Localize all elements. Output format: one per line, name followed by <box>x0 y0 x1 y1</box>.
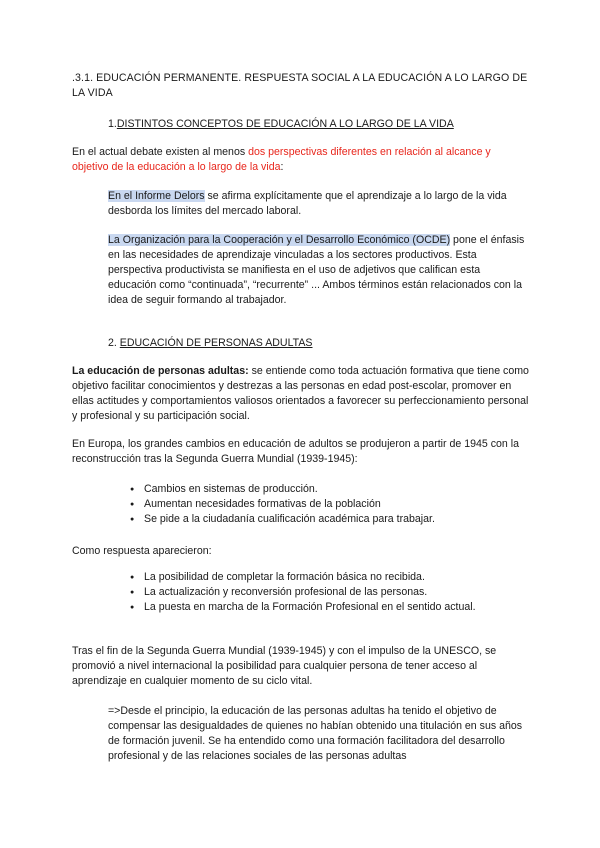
ocde-highlight: La Organización para la Cooperación y el Desarrollo Económico (OCDE) <box>108 234 451 246</box>
intro-tail: : <box>280 161 284 173</box>
intro-highlight-red: dos perspectivas diferentes en relación al alcance y objetivo de la educación a lo largo de la vida <box>72 146 491 173</box>
list-item: ● La posibilidad de completar la formación básica no recibida. <box>130 570 530 585</box>
list-item: ● Aumentan necesidades formativas de la población <box>130 497 530 512</box>
cambios-list <box>130 482 530 527</box>
list-item: ● La actualización y reconversión profesional de las personas. <box>130 585 530 600</box>
delors-highlight: En el Informe Delors <box>108 190 205 202</box>
intro-lead: En el actual debate existen al menos <box>72 146 249 158</box>
unesco-paragraph: Tras el fin de la Segunda Guerra Mundial (1939-1945) y con el impulso de la UNESCO, se promovió a nivel internacional la posibilidad para cualquier persona de tener acceso al aprendizaje en cualquier momento de su ciclo vital. <box>72 645 497 687</box>
adultos-definition-bold: La educación de personas adultas: <box>72 365 249 377</box>
desde-paragraph: =>Desde el principio, la educación de las personas adultas ha tenido el objetivo de compensar las desigualdades de quienes no habían obtenido una titulación en sus años de formación juvenil. Se ha entendido como una formación facilitadora del desarrollo profesional y de las relaciones sociales de las personas adultas <box>108 705 523 762</box>
list-item: ● La puesta en marcha de la Formación Profesional en el sentido actual. <box>130 600 530 615</box>
como-respuesta-paragraph: Como respuesta aparecieron: <box>72 545 212 557</box>
delors-text: se afirma explícitamente que el aprendizaje a lo largo de la vida desborda los límites del mercado laboral. <box>108 190 507 217</box>
respuesta-list <box>130 570 530 615</box>
section-2-number: 2. <box>108 337 117 349</box>
adultos-definition-text: se entiende como toda actuación formativa que tiene como objetivo facilitar conocimientos y destrezas a las personas en edad post-escolar, promover en ellas actitudes y comportamientos valiosos orientados a favorecer su perfeccionamiento personal y profesional y su participación social. <box>72 365 529 422</box>
ocde-text: pone el énfasis en las necesidades de aprendizaje vinculadas a los sectores productivos. Esta perspectiva productivista se manifiesta en el uso de adjetivos que califican esta educación como “continuada”, “recurrente” ... Ambos términos están relacionados con la idea de seguir formando al trabajador. <box>108 234 525 306</box>
section-1-heading <box>108 117 454 132</box>
europa-paragraph: En Europa, los grandes cambios en educación de adultos se produjeron a partir de 1945 con la reconstrucción tras la Segunda Guerra Mundial (1939-1945): <box>72 438 519 465</box>
section-2-title: EDUCACIÓN DE PERSONAS ADULTAS <box>119 337 313 349</box>
section-1-title: DISTINTOS CONCEPTOS DE EDUCACIÓN A LO LARGO DE LA VIDA <box>116 118 454 130</box>
adultos-definition <box>72 364 530 424</box>
ocde-paragraph <box>108 233 528 308</box>
main-heading: .3.1. EDUCACIÓN PERMANENTE. RESPUESTA SOCIAL A LA EDUCACIÓN A LO LARGO DE LA VIDA <box>72 72 528 99</box>
section-1-number: 1. <box>108 118 117 130</box>
delors-paragraph <box>108 189 528 219</box>
intro-paragraph <box>72 145 530 175</box>
list-item: ● Cambios en sistemas de producción. <box>130 482 530 497</box>
section-2-heading <box>108 336 313 351</box>
list-item: ● Se pide a la ciudadanía cualificación académica para trabajar. <box>130 512 530 527</box>
